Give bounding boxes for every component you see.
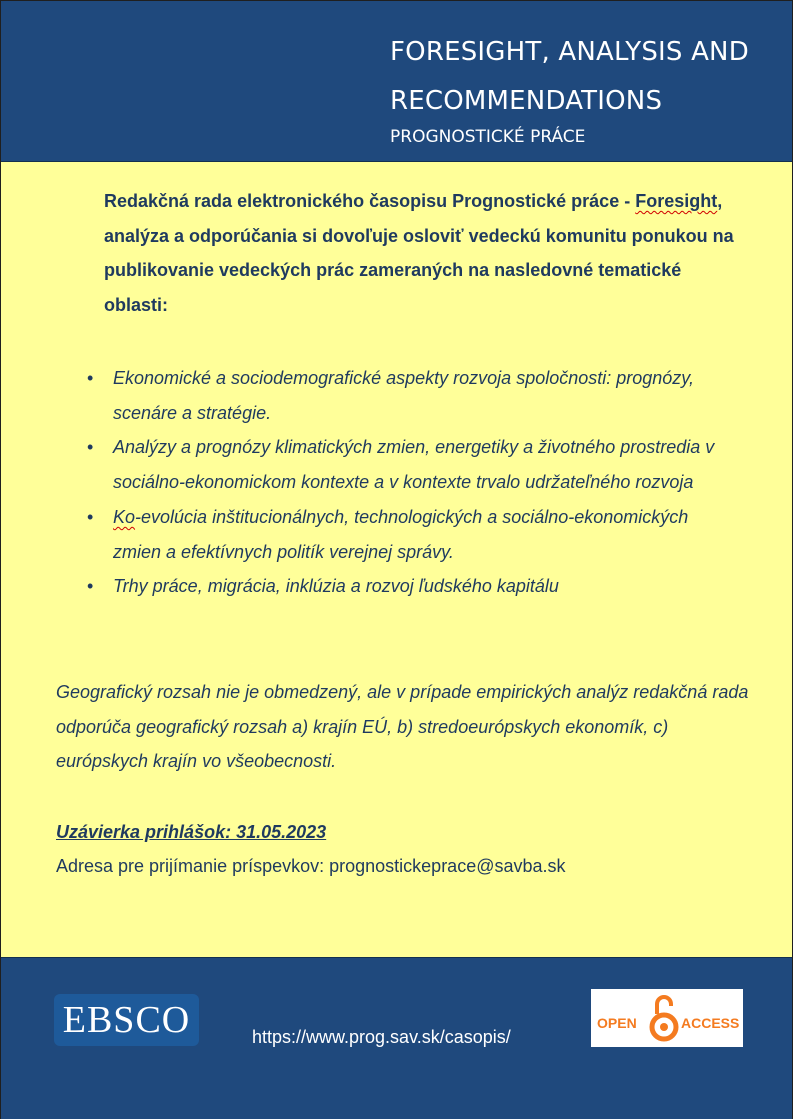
intro-text-1: Redakčná rada elektronického časopisu Prognostické práce - — [104, 191, 636, 211]
intro-paragraph — [104, 184, 744, 322]
bullet: • — [87, 368, 94, 388]
ebsco-logo-text: EBSCO — [62, 999, 191, 1041]
intro-text-2: , analýza a odporúčania si dovoľuje osloviť vedeckú komunitu ponukou na publikovanie vedeckých prác zameraných na nasledovné tematické oblasti: — [104, 191, 734, 315]
topic-prefix-ko: Ko — [113, 506, 136, 527]
list-item — [87, 569, 727, 604]
page-title — [390, 28, 790, 126]
topic-text — [113, 507, 688, 562]
intro-foresight-word: Foresight — [635, 191, 718, 211]
topic-text: Trhy práce, migrácia, inklúzia a rozvoj ľudského kapitálu — [113, 576, 559, 597]
bullet: • — [87, 437, 94, 458]
list-item — [87, 430, 727, 499]
topic-text: Analýzy a prognózy klimatických zmien, energetiky a životného prostredia v sociálno-ekonomickom kontexte a v kontexte trvalo udržateľného rozvoja — [113, 437, 715, 493]
topics-list — [87, 361, 727, 604]
open-access-logo — [591, 989, 743, 1047]
submission-address: Adresa pre prijímanie príspevkov: prognostickeprace@savba.sk — [56, 856, 566, 876]
header-band — [1, 1, 792, 162]
page-subtitle: PROGNOSTICKÉ PRÁCE — [390, 127, 586, 147]
open-access-access-text: ACCESS — [681, 1015, 740, 1031]
list-item — [87, 500, 727, 569]
bullet: • — [87, 506, 94, 527]
title-line-2: RECOMMENDATIONS — [390, 86, 663, 116]
title-line-1: FORESIGHT, ANALYSIS AND — [390, 37, 749, 67]
ebsco-logo — [54, 994, 199, 1046]
deadline-text: Uzávierka prihlášok: 31.05.2023 — [56, 822, 327, 842]
list-item — [87, 361, 727, 430]
bullet: • — [87, 576, 94, 597]
topic-text-rest: -evolúcia inštitucionálnych, technologických a sociálno-ekonomických zmien a efektívnych politík verejnej správy. — [113, 506, 689, 562]
geographic-scope-paragraph: Geografický rozsah nie je obmedzený, ale v prípade empirických analýz redakčná rada odporúča geografický rozsah a) krajín EÚ, b) stredoeurópskych ekonomík, c) európskych krajín vo všeobecnosti. — [56, 682, 749, 771]
open-access-lock-icon — [649, 992, 679, 1044]
journal-url-link[interactable]: https://www.prog.sav.sk/casopis/ — [252, 1027, 511, 1047]
topic-text: Ekonomické a sociodemografické aspekty rozvoja spoločnosti: prognózy, scenáre a stratégie. — [113, 368, 694, 423]
open-access-open-text: OPEN — [597, 1015, 637, 1031]
